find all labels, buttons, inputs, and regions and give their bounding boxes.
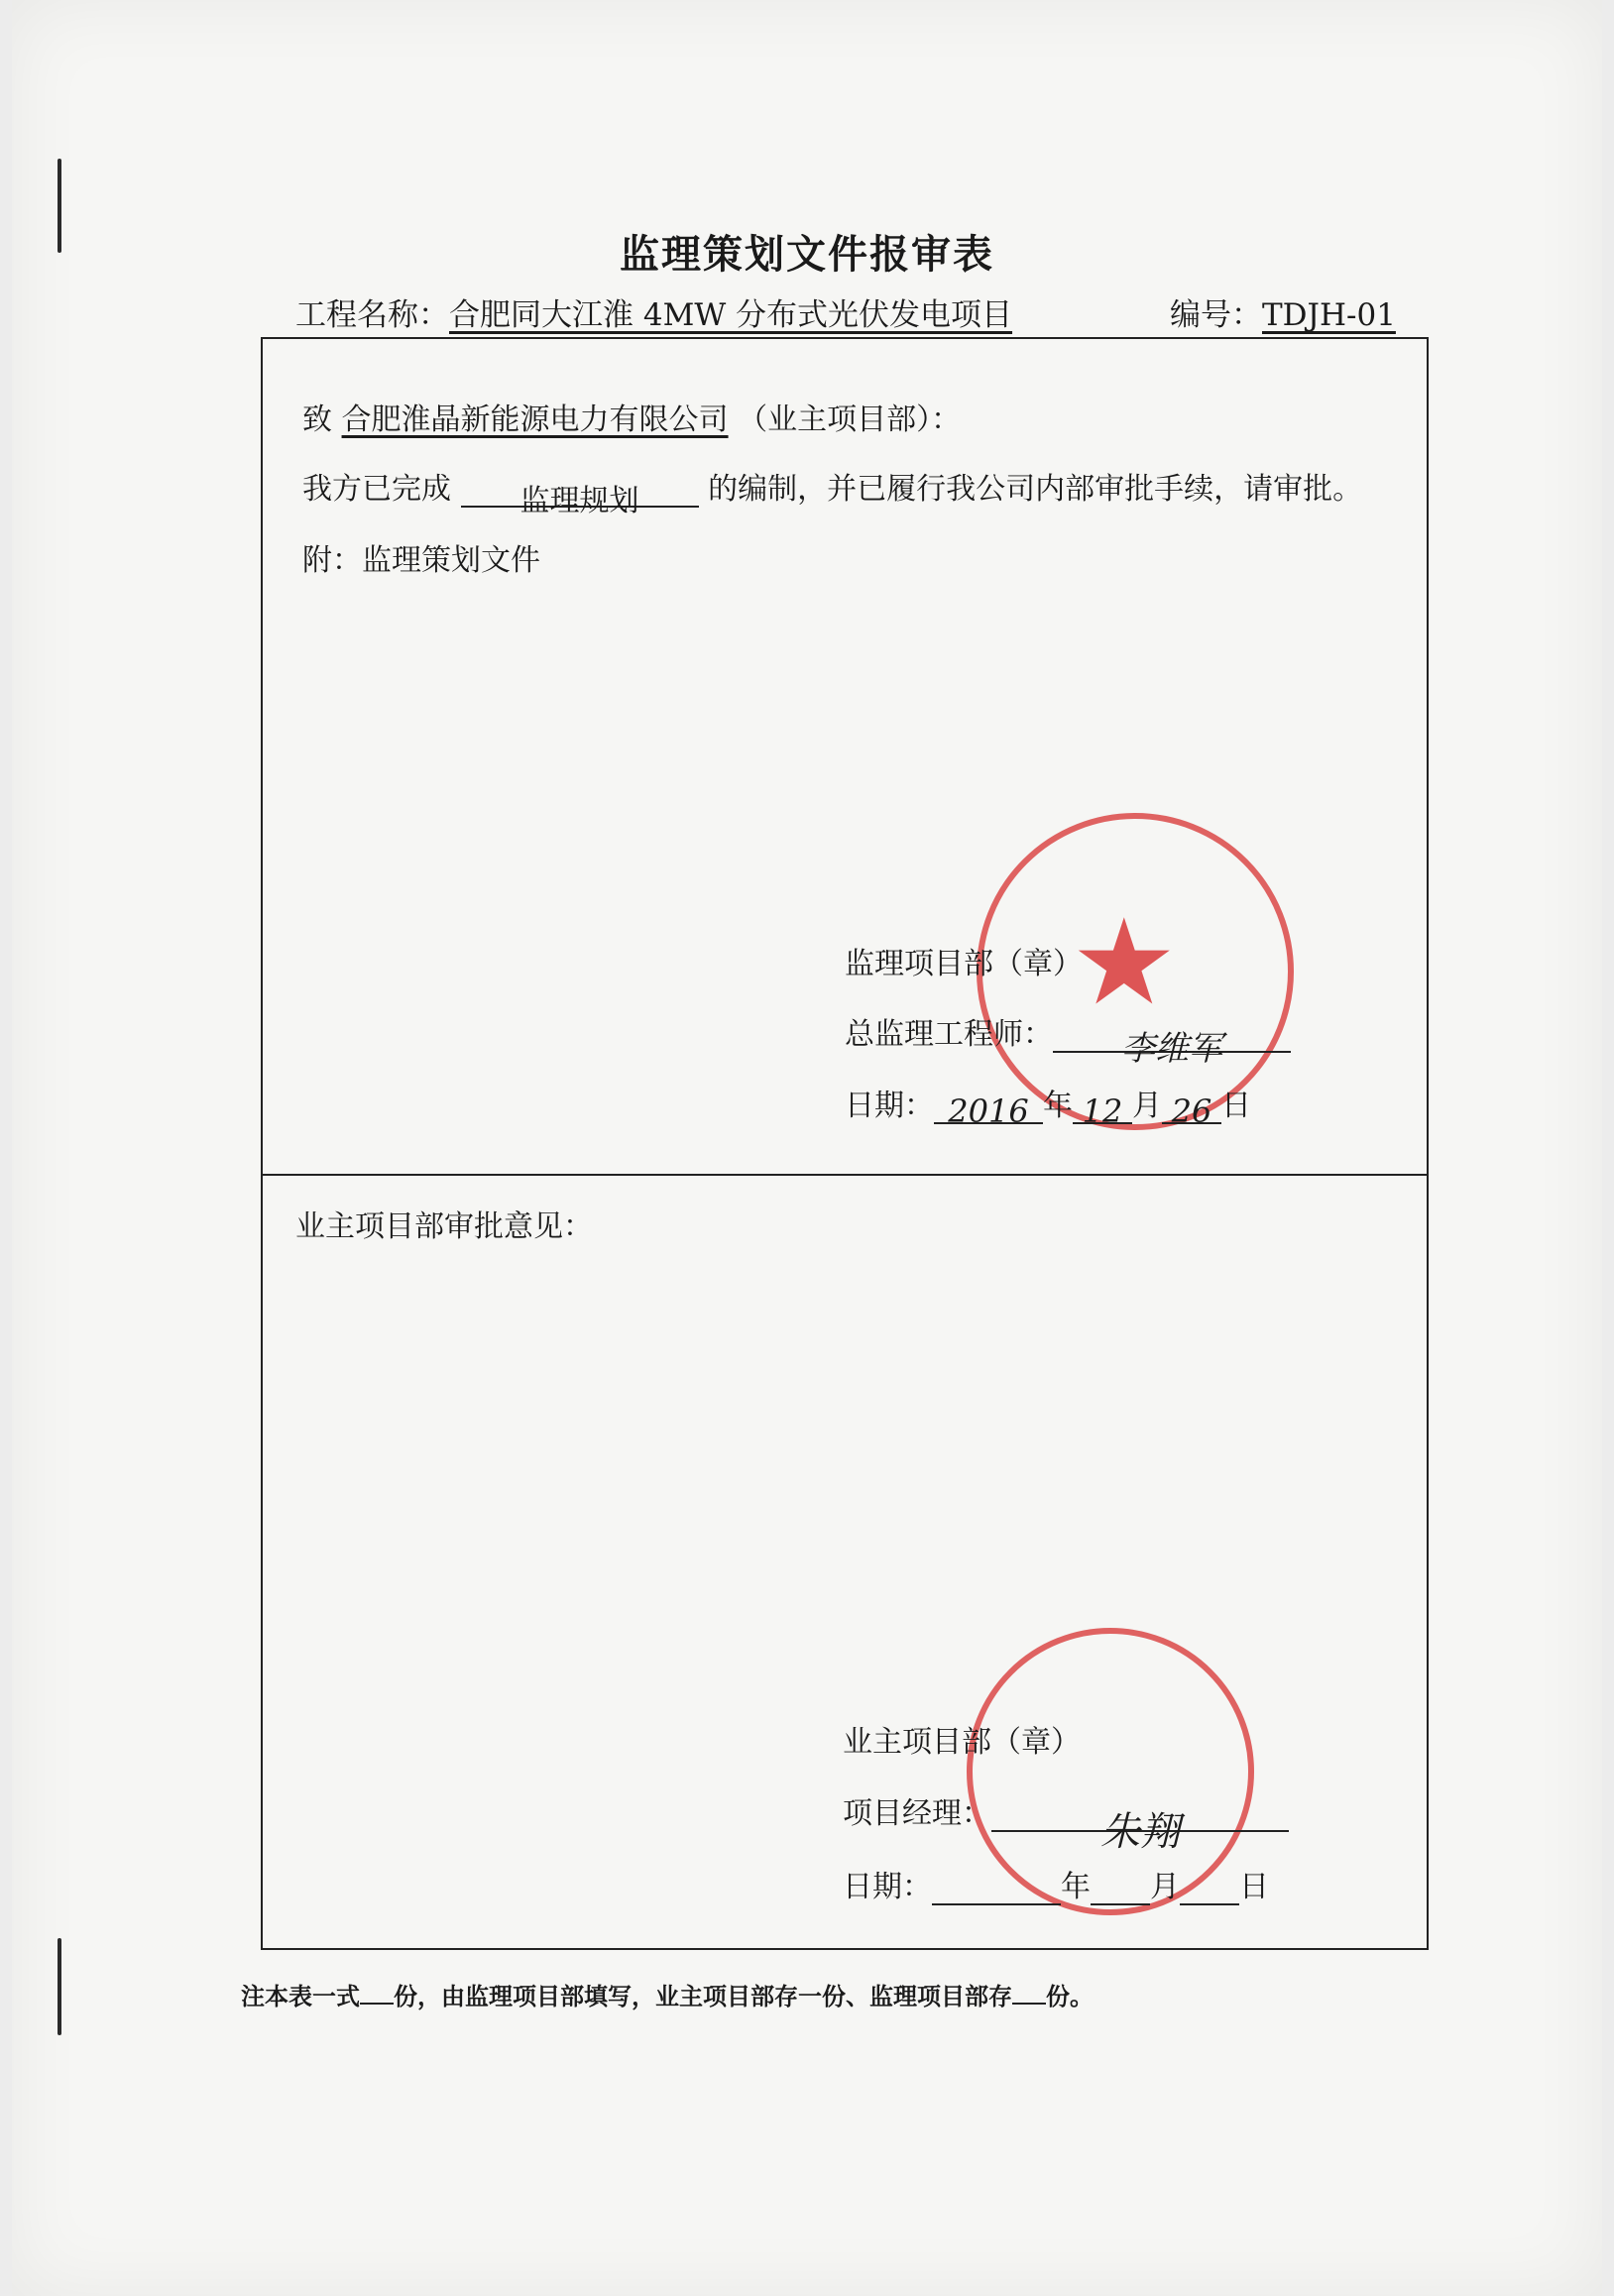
manager-signature: 朱翔: [991, 1800, 1289, 1832]
star-icon: ★: [1071, 894, 1178, 1032]
date-month-2-field: [1091, 1874, 1150, 1905]
body-line: [302, 464, 1363, 518]
project-name-value: 合肥同大江淮 4MW 分布式光伏发电项目: [449, 297, 1013, 333]
project-name-row: [295, 289, 1012, 334]
date-line-2: [843, 1862, 1269, 1905]
date-year-2-field: [932, 1874, 1061, 1905]
binding-mark-bottom: [58, 1938, 61, 2035]
owner-opinion-label: 业主项目部审批意见：: [295, 1209, 593, 1244]
footer-copies-blank-1: [360, 2003, 394, 2005]
attachment-line: 附：监理策划文件: [302, 543, 540, 578]
work-item-field: [461, 476, 699, 518]
date-month-1: 12: [1073, 1092, 1132, 1124]
footer-note: [241, 1977, 1094, 2011]
section-divider: [261, 1174, 1429, 1176]
year-label-1: 年: [1043, 1089, 1073, 1123]
year-label-2: 年: [1061, 1870, 1091, 1904]
to-prefix: 致: [302, 402, 332, 437]
form-code-value: TDJH-01: [1262, 297, 1396, 333]
footer-copies-blank-2: [1012, 2003, 1046, 2005]
day-label-2: 日: [1239, 1870, 1269, 1904]
recipient-suffix: （业主项目部）：: [738, 402, 962, 437]
body-suffix: 的编制，并已履行我公司内部审批手续，请审批。: [708, 472, 1363, 507]
date-day-1: 26: [1162, 1092, 1221, 1124]
footer-note-b: 份，由监理项目部填写，业主项目部存一份、监理项目部存: [394, 1983, 1012, 2010]
recipient-line: [302, 395, 961, 438]
month-label-1: 月: [1132, 1089, 1162, 1123]
body-prefix: 我方已完成: [302, 472, 451, 507]
chief-engineer-label: 总监理工程师：: [845, 1017, 1053, 1052]
footer-note-a: 注本表一式: [241, 1983, 360, 2010]
work-item-value: 监理规划: [519, 484, 639, 518]
month-label-2: 月: [1150, 1870, 1180, 1904]
day-label-1: 日: [1221, 1089, 1251, 1123]
form-code-label: 编号：: [1170, 297, 1262, 333]
date-label-2: 日期：: [843, 1870, 932, 1904]
manager-label: 项目经理：: [843, 1796, 991, 1831]
date-year-1: 2016: [934, 1092, 1043, 1124]
recipient-name: 合肥淮晶新能源电力有限公司: [341, 402, 729, 437]
owner-dept-line: 业主项目部（章）: [843, 1725, 1081, 1760]
project-name-label: 工程名称：: [295, 297, 449, 333]
form-table: [261, 337, 1429, 1950]
chief-engineer-line: [845, 1009, 1291, 1069]
date-day-2-field: [1180, 1874, 1239, 1905]
date-line-1: [845, 1081, 1251, 1130]
form-title: 监理策划文件报审表: [620, 231, 994, 278]
manager-line: [843, 1788, 1289, 1855]
chief-engineer-signature: 李维军: [1053, 1021, 1291, 1053]
form-code-row: [1170, 289, 1396, 334]
date-label-1: 日期：: [845, 1089, 934, 1123]
footer-note-c: 份。: [1046, 1983, 1094, 2010]
supervision-dept-line: 监理项目部（章）: [845, 947, 1083, 981]
